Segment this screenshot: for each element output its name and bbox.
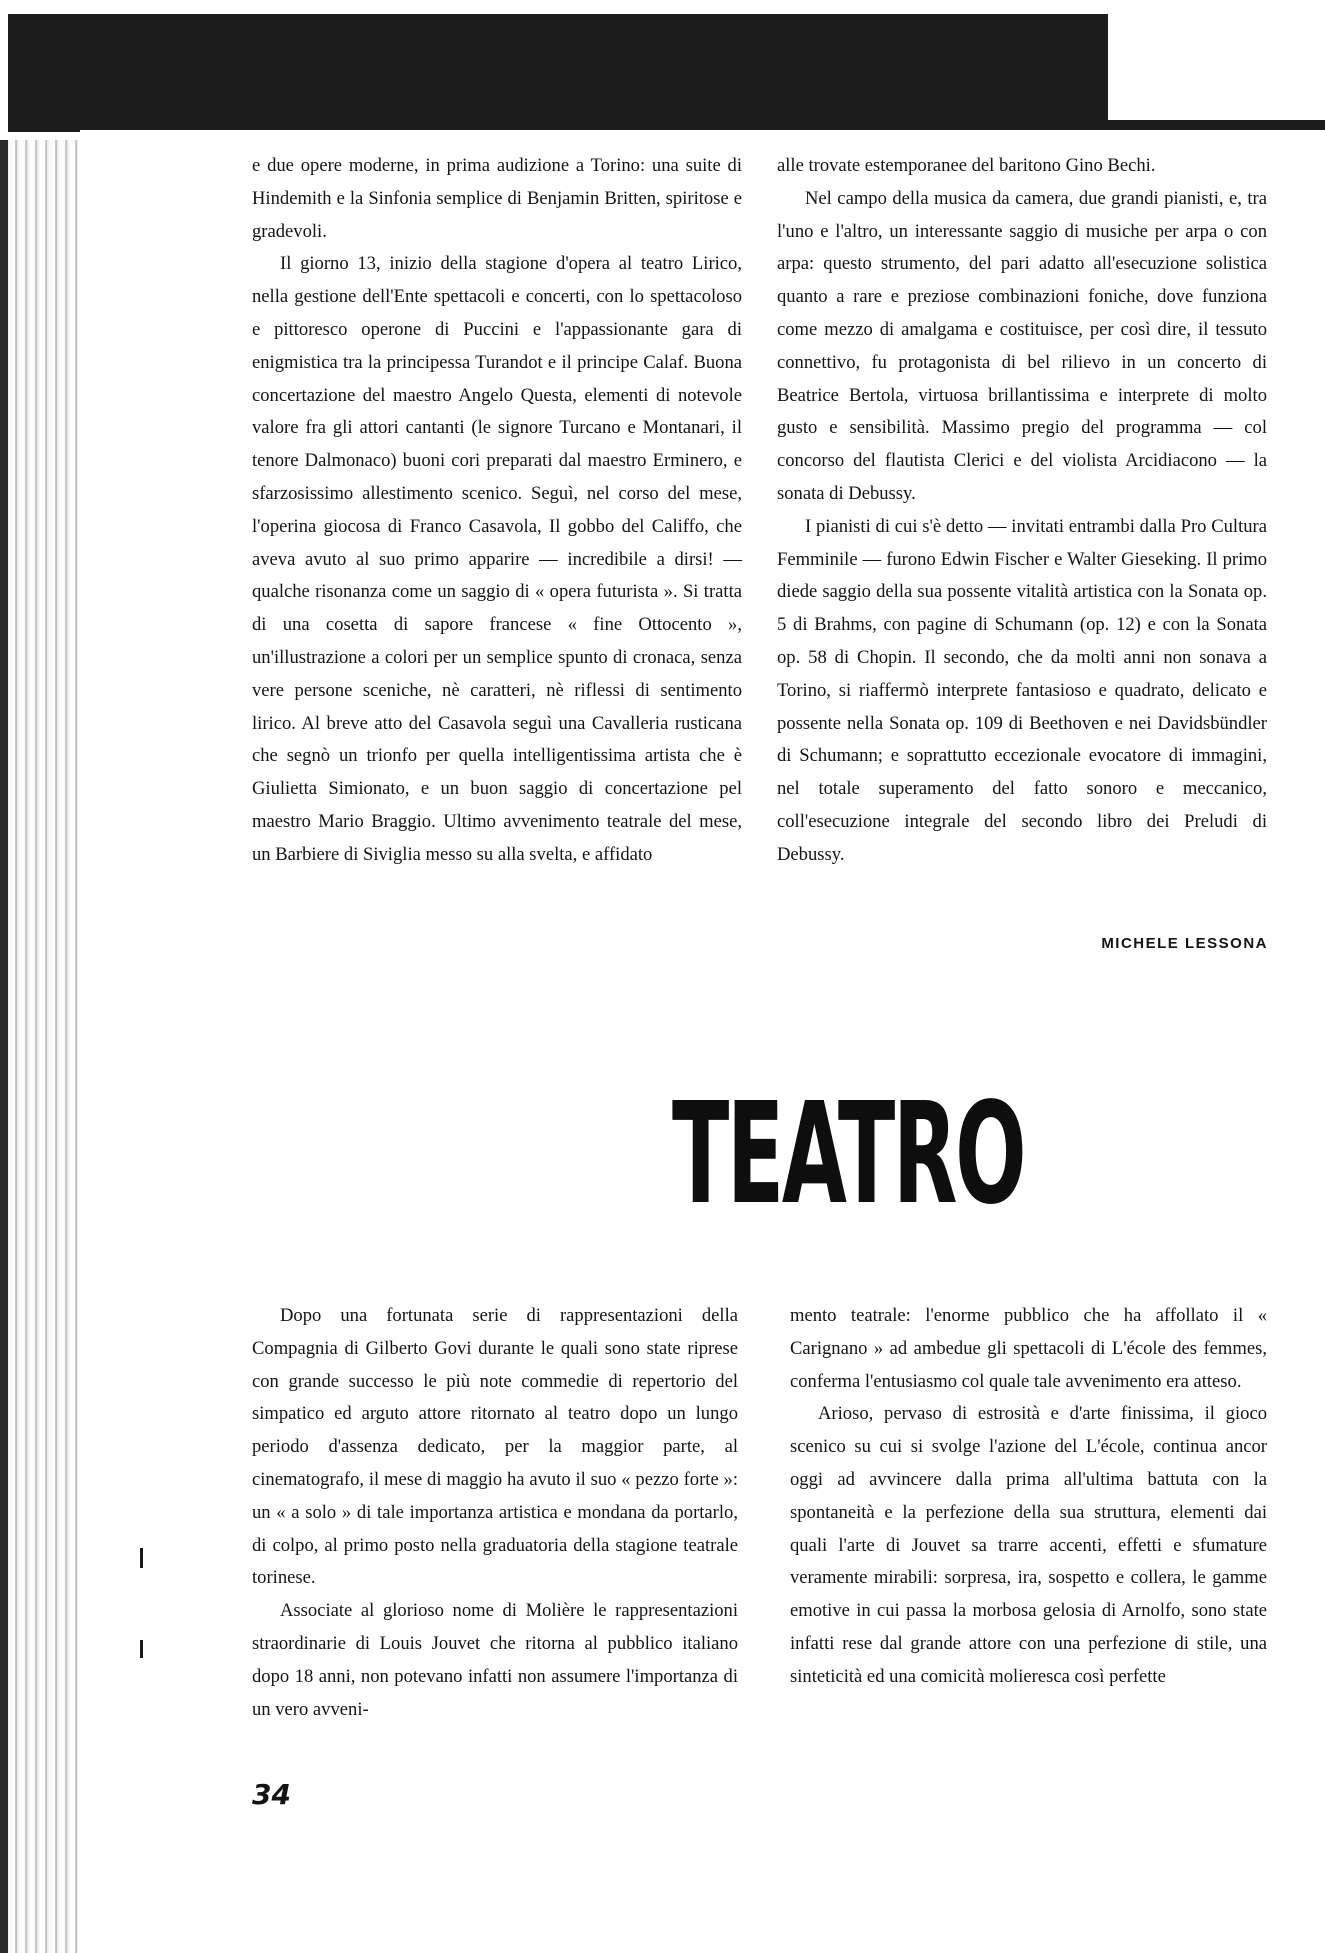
section-title: TEATRO xyxy=(672,1073,1025,1236)
music-article-right-column xyxy=(777,150,1267,872)
music-article-left-column xyxy=(252,150,742,872)
paragraph: e due opere moderne, in prima audizione a Torino: una suite di Hindemith e la Sinfonia semplice di Benjamin Britten, spiritose e gradevoli. xyxy=(252,155,742,242)
page-number: 34 xyxy=(252,1778,291,1811)
paragraph: Il giorno 13, inizio della stagione d'opera al teatro Lirico, nella gestione dell'Ente spettacoli e concerti, con lo spettacoloso e pittoresco operone di Puccini e l'appassionante gara di enigmistica tra la principessa Turandot e il principe Calaf. Buona concertazione del maestro Angelo Questa, elementi di notevole valore fra gli attori cantanti (le signore Turcano e Montanari, il tenore Dalmonaco) buoni cori preparati dal maestro Erminero, e sfarzosissimo allestimento scenico. Seguì, nel corso del mese, l'operina giocosa di Franco Casavola, Il gobbo del Califfo, che aveva avuto al suo primo apparire — incredibile a dirsi! — qualche risonanza come un saggio di « opera futurista ». Si tratta di una cosetta di sapore francese « fine Ottocento », un'illustrazione a colori per un semplice spunto di cronaca, senza vere persone sceniche, nè caratteri, nè riflessi di sentimento lirico. Al breve atto del Casavola seguì una Cavalleria rusticana che segnò un trionfo per quella intelligentissima artista che è Giulietta Simionato, e un buon saggio di concertazione pel maestro Mario Braggio. Ultimo avvenimento teatrale del mese, un Barbiere di Siviglia messo su alla svelta, e affidato xyxy=(252,253,742,865)
scan-top-shadow xyxy=(8,14,1108,132)
margin-mark xyxy=(140,1640,143,1658)
theatre-article-right-column xyxy=(790,1300,1267,1694)
paragraph: I pianisti di cui s'è detto — invitati entrambi dalla Pro Cultura Femminile — furono Edwin Fischer e Walter Gieseking. Il primo diede saggio della sua possente vitalità artistica con la Sonata op. 5 di Brahms, con pagine di Schumann (op. 12) e con la Sonata op. 58 di Chopin. Il secondo, che da molti anni non sonava a Torino, si riaffermò interprete fantasioso e quadrato, delicato e possente nella Sonata op. 109 di Beethoven e nei Davidsbündler di Schumann; e soprattutto eccezionale evocatore di immagini, nel totale superamento del fatto sonoro e meccanico, coll'esecuzione integrale del secondo libro dei Preludi di Debussy. xyxy=(777,515,1267,865)
paragraph: alle trovate estemporanee del baritono Gino Bechi. xyxy=(777,155,1156,176)
paragraph: Arioso, pervaso di estrosità e d'arte finissima, il gioco scenico su cui si svolge l'azione del L'école, continua ancor oggi ad avvincere dalla prima all'ultima battuta con la spontaneità e la perfezione della sua struttura, elementi dai quali l'arte di Jouvet sa trarre accenti, effetti e sfumature veramente mirabili: sorpresa, ira, sospetto e collera, le gamme emotive in cui passa la morbosa gelosia di Arnolfo, sono state infatti rese dal grande attore con una perfezione di stile, una sinteticità ed una comicità molieresca così perfette xyxy=(790,1403,1267,1687)
paragraph: Associate al glorioso nome di Molière le rappresentazioni straordinarie di Louis Jouvet che ritorna al pubblico italiano dopo 18 anni, non potevano infatti non assumere l'importanza di un vero avveni- xyxy=(252,1600,738,1720)
paragraph: mento teatrale: l'enorme pubblico che ha affollato il « Carignano » ad ambedue gli spettacoli di L'école des femmes, conferma l'entusiasmo col quale tale avvenimento era atteso. xyxy=(790,1305,1267,1392)
article-author: MICHELE LESSONA xyxy=(1101,935,1268,952)
paragraph: Nel campo della musica da camera, due grandi pianisti, e, tra l'uno e l'altro, un interessante saggio di musiche per arpa o con arpa: questo strumento, del pari adatto all'esecuzione solistica quanto a rare e preziose combinazioni foniche, dove funziona come mezzo di amalgama e costituisce, per così dire, il tessuto connettivo, fu protagonista di bel rilievo in un concerto di Beatrice Bertola, virtuosa brillantissima e interprete di molto gusto e sensibilità. Massimo pregio del programma — col concorso del flautista Clerici e del violista Arcidiacono — la sonata di Debussy. xyxy=(777,187,1267,504)
page-stack-edge xyxy=(0,140,78,1953)
paragraph: Dopo una fortunata serie di rappresentazioni della Compagnia di Gilberto Govi durante le quali sono state riprese con grande successo le più note commedie di repertorio del simpatico ed arguto attore ritornato al teatro dopo un lungo periodo d'assenza dedicato, per la maggior parte, al cinematografo, il mese di maggio ha avuto il suo « pezzo forte »: un « a solo » di tale importanza artistica e mondana da portarlo, di colpo, al primo posto nella graduatoria della stagione teatrale torinese. xyxy=(252,1305,738,1589)
margin-mark xyxy=(140,1548,143,1568)
theatre-article-left-column xyxy=(252,1300,738,1726)
